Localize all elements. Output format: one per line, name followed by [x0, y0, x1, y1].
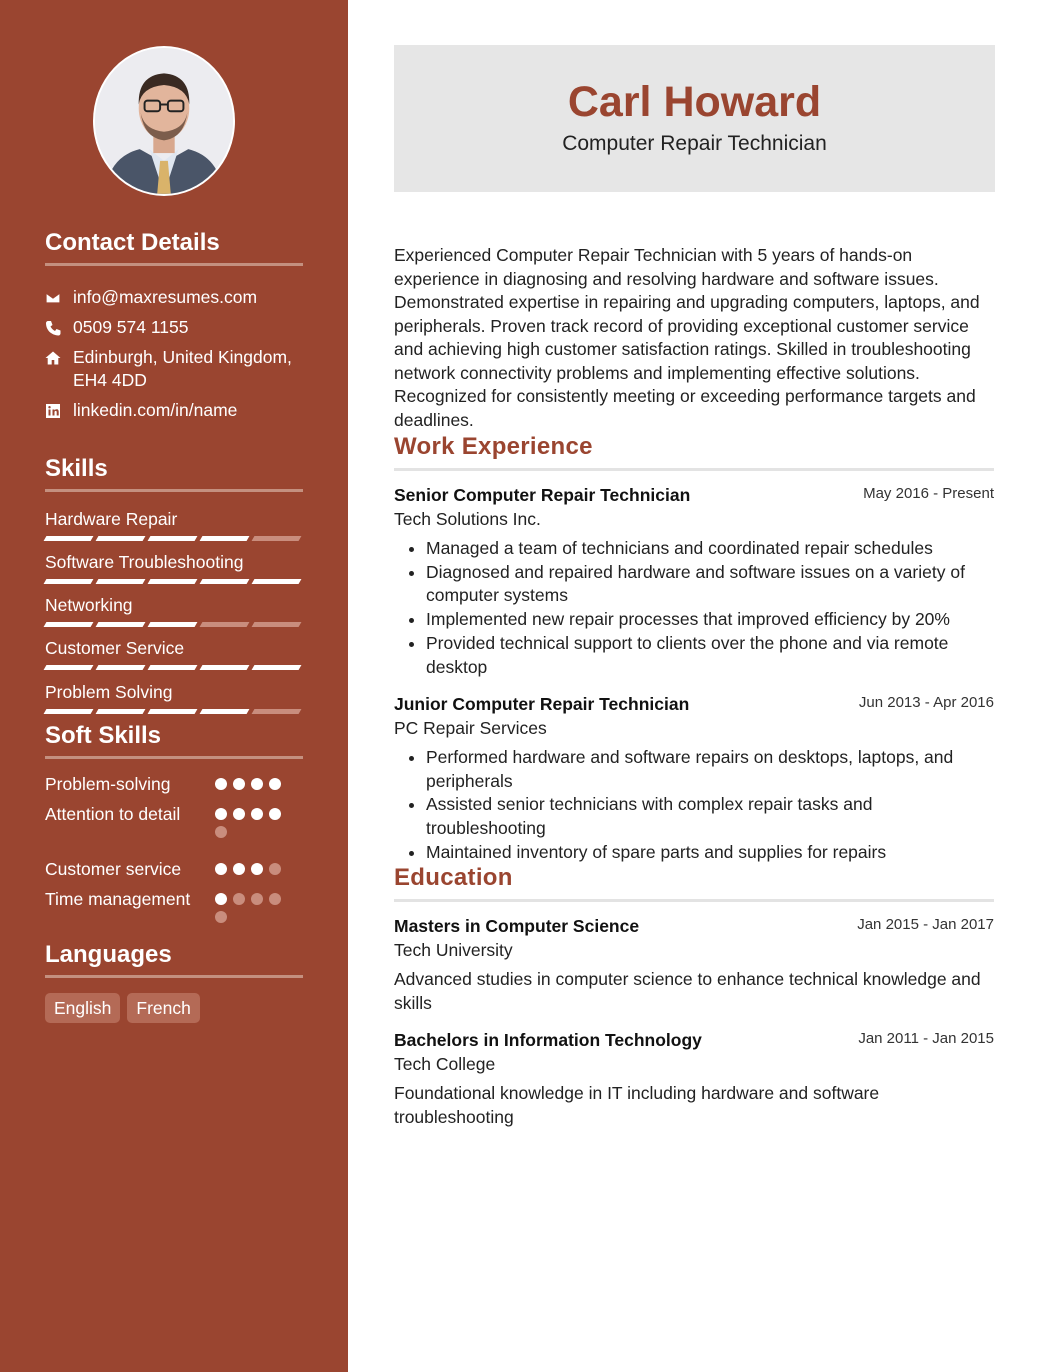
skill-level-segment	[200, 536, 250, 541]
phone-icon	[45, 316, 73, 339]
education-entry	[394, 915, 994, 1015]
skill-level-segment	[96, 579, 146, 584]
rating-dot	[215, 808, 227, 820]
job-bullets	[394, 537, 994, 679]
rating-dot	[269, 778, 281, 790]
soft-skill-rating	[215, 808, 287, 838]
education-entry	[394, 1029, 994, 1129]
job-company: PC Repair Services	[394, 718, 547, 738]
education-date: Jan 2011 - Jan 2015	[858, 1030, 994, 1047]
rating-dot	[251, 808, 263, 820]
soft-skill-rating	[215, 863, 287, 875]
skill-level-segment	[252, 665, 302, 670]
skill-level-segment	[148, 622, 198, 627]
skill-level-segment	[148, 579, 198, 584]
language-tag: English	[45, 993, 120, 1023]
soft-skill-name: Problem-solving	[45, 774, 171, 794]
rating-dot	[233, 863, 245, 875]
soft-skill-rating	[215, 893, 287, 923]
job-company: Tech Solutions Inc.	[394, 509, 541, 529]
skill-level-segment	[200, 665, 250, 670]
job-bullet: • Assisted senior technicians with complex repair tasks and troubleshooting	[426, 793, 994, 840]
skill-level-segment	[252, 536, 302, 541]
work-heading: Work Experience	[394, 433, 994, 471]
skill-level-segment	[96, 622, 146, 627]
skill-level-segment	[148, 536, 198, 541]
rating-dot	[269, 893, 281, 905]
candidate-name: Carl Howard	[567, 78, 822, 126]
rating-dot	[251, 893, 263, 905]
skill-level-bar	[45, 709, 303, 714]
contact-address	[45, 346, 305, 392]
education-date: Jan 2015 - Jan 2017	[857, 916, 994, 933]
contact-phone[interactable]	[45, 316, 305, 339]
job-bullets	[394, 746, 994, 865]
skill-level-bar	[45, 579, 303, 584]
skill-level-segment	[252, 709, 302, 714]
job-date: Jun 2013 - Apr 2016	[858, 694, 994, 711]
sidebar	[0, 0, 348, 1372]
email-text: info@maxresumes.com	[73, 287, 258, 307]
linkedin-icon	[45, 399, 73, 422]
skill-item	[45, 551, 303, 584]
rating-dot	[215, 893, 227, 905]
rating-dot	[233, 808, 245, 820]
skill-level-segment	[200, 579, 250, 584]
job-bullet: • Provided technical support to clients over the phone and via remote desktop	[426, 632, 994, 679]
skill-item	[45, 681, 303, 714]
degree: Bachelors in Information Technology	[394, 1030, 702, 1050]
skill-name: Networking	[45, 595, 133, 615]
skill-level-segment	[44, 579, 94, 584]
job-role: Junior Computer Repair Technician	[394, 694, 690, 714]
work-entry	[394, 484, 994, 679]
contact-heading: Contact Details	[45, 229, 303, 266]
soft-skills-heading: Soft Skills	[45, 722, 303, 759]
skill-level-segment	[96, 709, 146, 714]
language-tag: French	[127, 993, 199, 1023]
job-date: May 2016 - Present	[863, 485, 994, 502]
degree: Masters in Computer Science	[394, 916, 640, 936]
job-bullet: • Managed a team of technicians and coordinated repair schedules	[426, 537, 994, 561]
rating-dot	[215, 863, 227, 875]
phone-text: 0509 574 1155	[73, 317, 189, 337]
skill-level-bar	[45, 622, 303, 627]
skill-level-segment	[148, 709, 198, 714]
work-entry	[394, 693, 994, 865]
job-role: Senior Computer Repair Technician	[394, 485, 691, 505]
rating-dot	[233, 778, 245, 790]
address-text: Edinburgh, United Kingdom, EH4 4DD	[73, 347, 292, 390]
rating-dot	[251, 863, 263, 875]
skill-level-segment	[252, 622, 302, 627]
skills-heading: Skills	[45, 455, 303, 492]
skill-item	[45, 637, 303, 670]
skill-level-segment	[148, 665, 198, 670]
skill-name: Hardware Repair	[45, 509, 178, 529]
contact-linkedin[interactable]	[45, 399, 305, 422]
education-desc: Advanced studies in computer science to enhance technical knowledge and skills	[394, 969, 981, 1013]
school: Tech College	[394, 1054, 496, 1074]
education-heading: Education	[394, 864, 994, 902]
skill-level-segment	[44, 622, 94, 627]
soft-skill-name: Attention to detail	[45, 804, 181, 824]
skill-name: Problem Solving	[45, 682, 173, 702]
profile-photo	[95, 48, 233, 194]
contact-email[interactable]	[45, 286, 305, 309]
job-bullet: • Implemented new repair processes that improved efficiency by 20%	[426, 608, 994, 632]
rating-dot	[233, 893, 245, 905]
skill-level-segment	[44, 709, 94, 714]
languages-list	[45, 993, 200, 1023]
candidate-title: Computer Repair Technician	[562, 132, 827, 155]
job-bullet: • Performed hardware and software repairs on desktops, laptops, and peripherals	[426, 746, 994, 793]
skill-level-segment	[44, 665, 94, 670]
skill-level-bar	[45, 536, 303, 541]
avatar	[93, 46, 235, 196]
profile-summary: Experienced Computer Repair Technician with 5 years of hands-on experience in diagnosing and resolving hardware and software issues. Demonstrated expertise in repairing and upgrading computers, laptops, and peripherals. Proven track record of providing exceptional customer service and achieving high customer satisfaction ratings. Skilled in troubleshooting network connectivity problems and implementing effective solutions. Recognized for consistently meeting or exceeding performance targets and deadlines.	[394, 245, 980, 430]
education-desc: Foundational knowledge in IT including hardware and software troubleshooting	[394, 1083, 880, 1127]
soft-skill-rating	[215, 778, 287, 790]
job-bullet: • Diagnosed and repaired hardware and software issues on a variety of computer systems	[426, 561, 994, 608]
soft-skill-name: Time management	[45, 889, 191, 909]
school: Tech University	[394, 940, 513, 960]
rating-dot	[215, 911, 227, 923]
languages-heading: Languages	[45, 941, 303, 978]
skill-item	[45, 508, 303, 541]
skill-level-bar	[45, 665, 303, 670]
rating-dot	[269, 863, 281, 875]
skill-level-segment	[252, 579, 302, 584]
home-icon	[45, 346, 73, 369]
resume-header	[394, 45, 995, 192]
skill-level-segment	[200, 622, 250, 627]
soft-skill-name: Customer service	[45, 859, 182, 879]
rating-dot	[269, 808, 281, 820]
skill-level-segment	[96, 665, 146, 670]
linkedin-text: linkedin.com/in/name	[73, 400, 238, 420]
skill-level-segment	[96, 536, 146, 541]
skill-item	[45, 594, 303, 627]
job-bullet: • Maintained inventory of spare parts and supplies for repairs	[426, 841, 994, 865]
skill-name: Software Troubleshooting	[45, 552, 244, 572]
rating-dot	[251, 778, 263, 790]
skill-name: Customer Service	[45, 638, 185, 658]
skill-level-segment	[44, 536, 94, 541]
envelope-icon	[45, 286, 73, 309]
rating-dot	[215, 826, 227, 838]
skill-level-segment	[200, 709, 250, 714]
rating-dot	[215, 778, 227, 790]
